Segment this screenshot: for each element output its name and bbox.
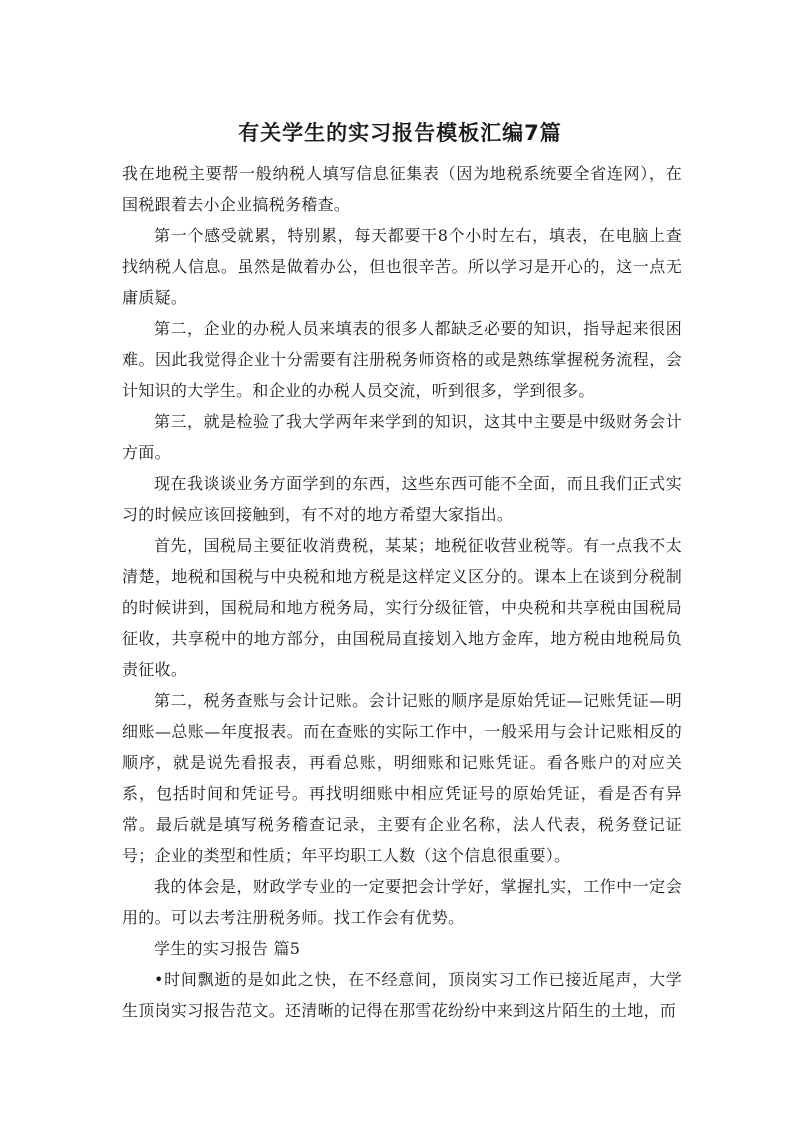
paragraph: 我在地税主要帮一般纳税人填写信息征集表（因为地税系统要全省连网），在国税跟着去小企业搞税务稽查。 xyxy=(122,164,682,214)
paragraph: 第二，企业的办税人员来填表的很多人都缺乏必要的知识，指导起来很困难。因此我觉得企业十分需要有注册税务师资格的或是熟练掌握税务流程，会计知识的大学生。和企业的办税人员交流，听到很多，学到很多。 xyxy=(122,319,682,400)
paragraph: 第三，就是检验了我大学两年来学到的知识，这其中主要是中级财务会计方面。 xyxy=(122,412,682,462)
paragraph: 现在我谈谈业务方面学到的东西，这些东西可能不全面，而且我们正式实习的时候应该回接触到，有不对的地方希望大家指出。 xyxy=(122,474,682,524)
paragraph: 首先，国税局主要征收消费税，某某；地税征收营业税等。有一点我不太清楚，地税和国税与中央税和地方税是这样定义区分的。课本上在谈到分税制的时候讲到，国税局和地方税务局，实行分级征管，中央税和共享税由国税局征收，共享税中的地方部分，由国税局直接划入地方金库，地方税由地税局负责征收。 xyxy=(122,536,682,679)
paragraph: 第二，税务查账与会计记账。会计记账的顺序是原始凭证—记账凭证—明细账—总账—年度报表。而在查账的实际工作中，一般采用与会计记账相反的顺序，就是说先看报表，再看总账，明细账和记账凭证。看各账户的对应关系，包括时间和凭证号。再找明细账中相应凭证号的原始凭证，看是否有异常。最后就是填写税务稽查记录，主要有企业名称，法人代表，税务登记证号；企业的类型和性质；年平均职工人数（这个信息很重要）。 xyxy=(122,691,682,865)
document-body xyxy=(122,158,682,1026)
paragraph: 我的体会是，财政学专业的一定要把会计学好，掌握扎实，工作中一定会用的。可以去考注册税务师。找工作会有优势。 xyxy=(122,877,682,927)
document-title: 有关学生的实习报告模板汇编7篇 xyxy=(238,121,562,145)
section-heading: 学生的实习报告 篇5 xyxy=(154,939,301,958)
paragraph: 第一个感受就累，特别累，每天都要干8个小时左右，填表，在电脑上查找纳税人信息。虽然是做着办公，但也很辛苦。所以学习是开心的，这一点无庸质疑。 xyxy=(122,226,682,307)
paragraph: •时间飘逝的是如此之快，在不经意间，顶岗实习工作已接近尾声，大学生顶岗实习报告范文。还清晰的记得在那雪花纷纷中来到这片陌生的土地，而 xyxy=(122,970,682,1020)
